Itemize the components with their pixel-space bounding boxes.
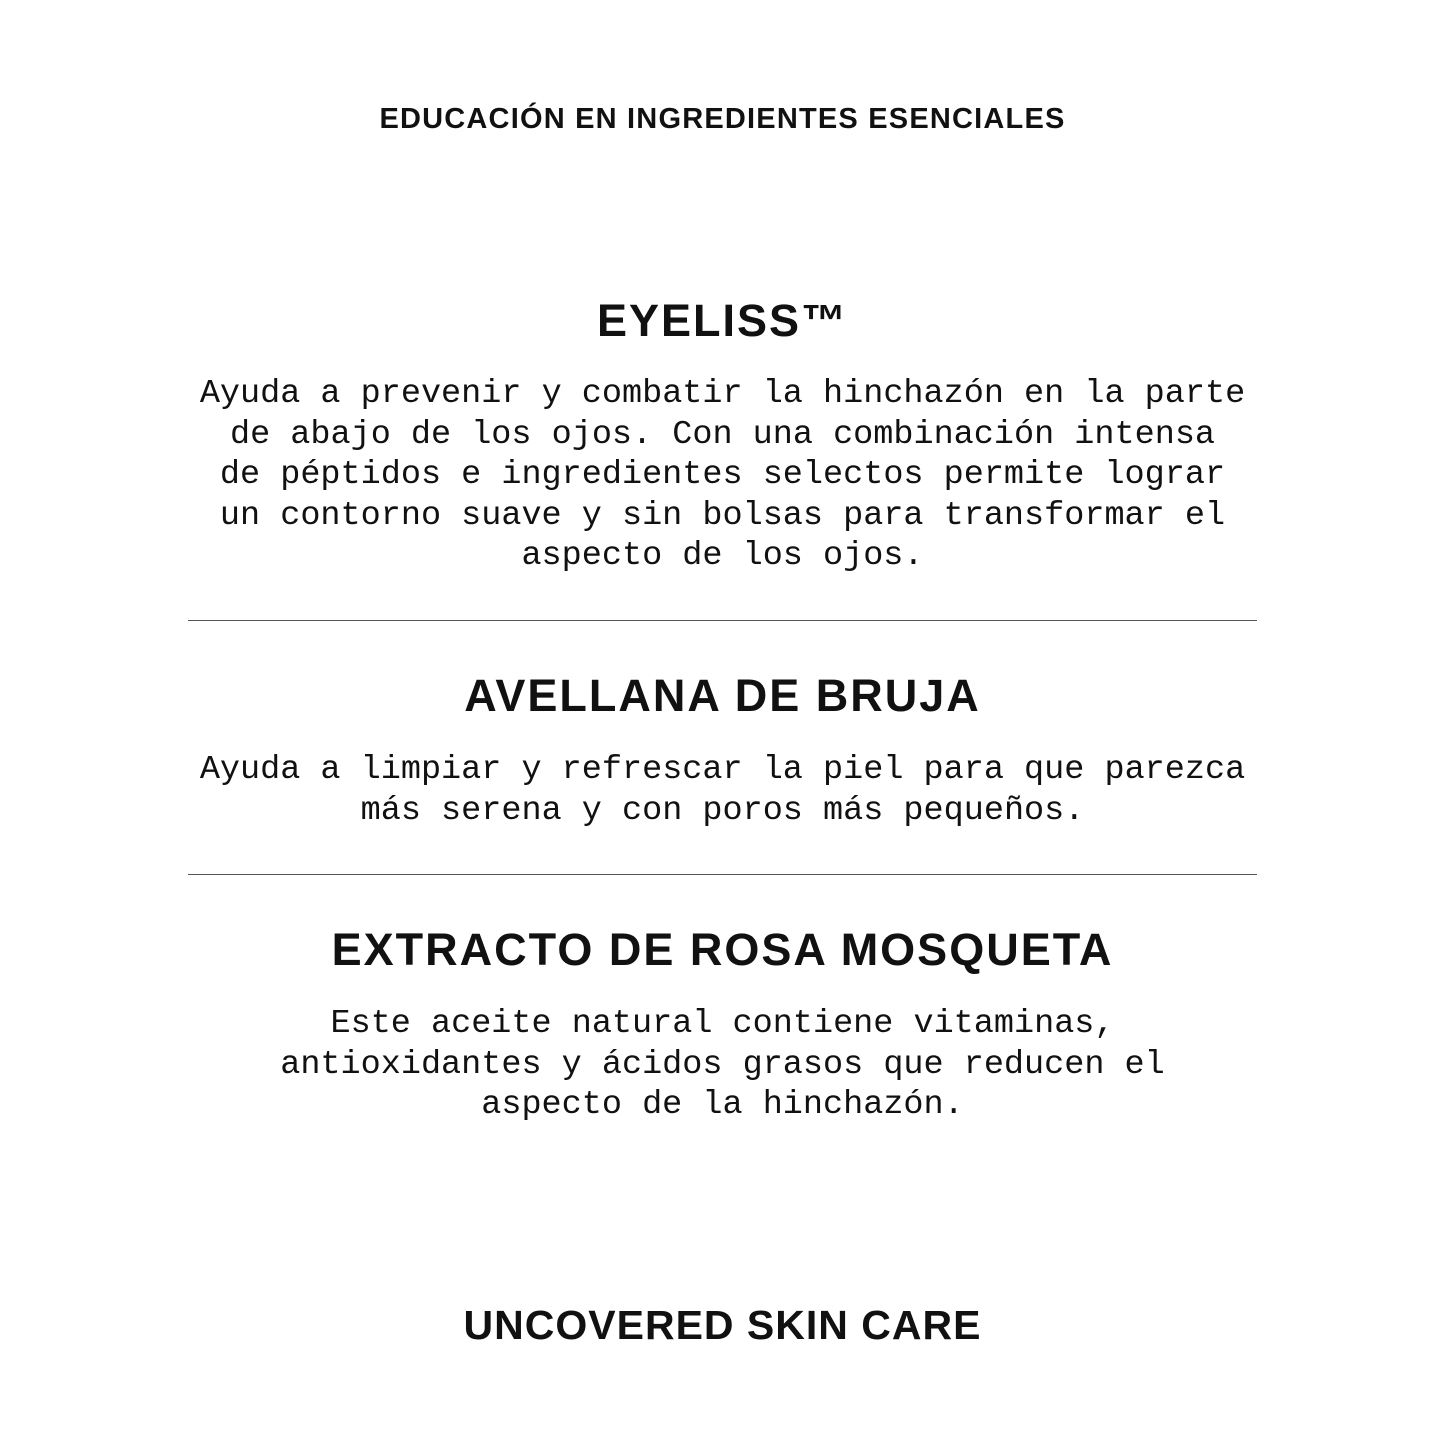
ingredient-title-rosa-mosqueta: EXTRACTO DE ROSA MOSQUETA [331,924,1114,975]
ingredient-title-avellana: AVELLANA DE BRUJA [464,670,981,721]
page-title: EDUCACIÓN EN INGREDIENTES ESENCIALES [379,103,1066,135]
ingredient-description-avellana: Ayuda a limpiar y refrescar la piel para que parezca más serena y con poros más pequeños. [199,751,1246,830]
ingredient-title-eyeliss: EYELISS™ [596,295,849,346]
brand-name: UNCOVERED SKIN CARE [463,1302,982,1348]
ingredient-description-rosa-mosqueta: Este aceite natural contiene vitaminas, antioxidantes y ácidos grasos que reducen el aspecto de la hinchazón. [280,1005,1165,1124]
section-divider [188,874,1257,875]
section-divider [188,620,1257,621]
ingredient-description-eyeliss: Ayuda a prevenir y combatir la hinchazón en la parte de abajo de los ojos. Con una combinación intensa de péptidos e ingredientes selectos permite lograr un contorno suave y sin bolsas para transformar el aspecto de los ojos. [199,375,1246,575]
